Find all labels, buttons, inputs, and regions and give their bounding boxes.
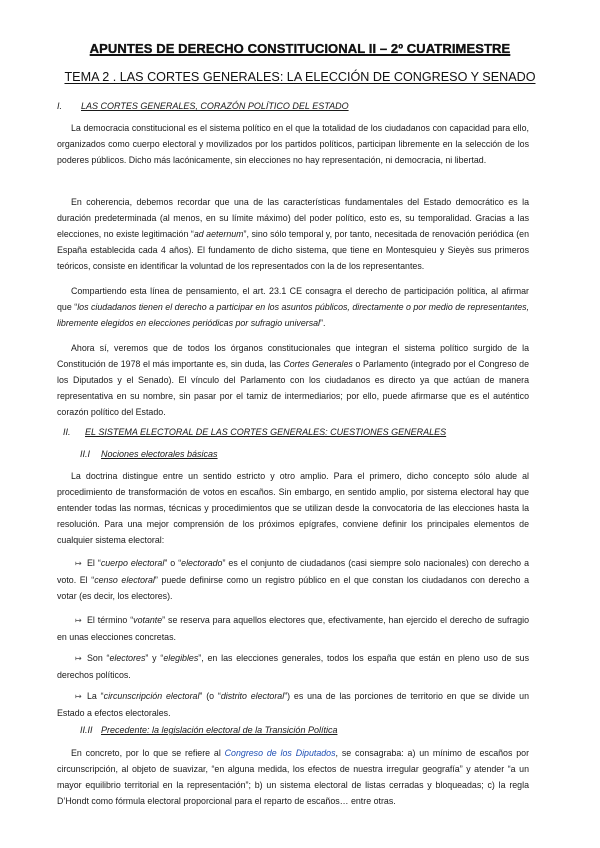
section-number: II. [63,427,71,437]
section-title: EL SISTEMA ELECTORAL DE LAS CORTES GENERALES: CUESTIONES GENERALES [85,427,447,437]
arrow-bullet-icon: ↦ [75,654,82,663]
subsection-number: II.II [80,725,93,735]
bullet-item: ↦ El “cuerpo electoral” o “electorado” es el conjunto de ciudadanos (casi siempre solo nacionales) con derecho a voto. El “censo electoral” puede definirse como un registro público en el que constan los ciudadanos con derecho a votar (es decir, los electores). [57,558,529,601]
subsection-heading-2-2 [80,725,480,739]
paragraph: Compartiendo esta línea de pensamiento, el art. 23.1 CE consagra el derecho de participación política, al afirmar que “los ciudadanos tienen el derecho a participar en los asuntos públicos, directamente o por medio de representantes, libremente elegidos en elecciones periódicas por sufragio universal”. [57,286,529,328]
congreso-link[interactable]: Congreso de los Diputados [224,748,336,758]
paragraph: La democracia constitucional es el sistema político en el que la totalidad de los ciudadanos con capacidad para ello, organizados como cuerpo electoral y movilizados por los partidos políticos, participan libremente en la selección de los poderes públicos. Dicho más lacónicamente, sin elecciones no hay representación, ni democracia, ni libertad. [57,123,529,165]
paragraph: En coherencia, debemos recordar que una de las características fundamentales del Estado democrático es la duración predeterminada (al menos, en su límite máximo) del poder político, esto es, su temporalidad. Gracias a las elecciones, no existe legitimación “ad aeternum”, sino sólo temporal y, por tanto, necesitada de renovación periódica (en España establecida cada 4 años). El fundamento de dicho sistema, que tiene en Montesquieu y Sieyès sus primeros teóricos, consiste en identificar la voluntad de los representados con la de los representantes. [57,197,530,271]
section-heading-1 [57,101,537,115]
section-heading-2 [63,427,543,441]
subsection-number: II.I [80,449,91,459]
paragraph: Ahora sí, veremos que de todos los órganos constitucionales que integran el sistema político surgido de la Constitución de 1978 el más importante es, sin duda, las Cortes Generales o Parlamento (integrado por el Congreso de los Diputados y el Senado). El vínculo del Parlamento con los ciudadanos es directo ya que actúan de manera representativa en su nombre, sin pasar por el tamiz de intermediarios; por ello, puede afirmarse que es el auténtico corazón político del Estado. [57,343,529,417]
arrow-bullet-icon: ↦ [75,559,82,568]
topic-title: TEMA 2 . LAS CORTES GENERALES: LA ELECCIÓN DE CONGRESO Y SENADO [64,70,536,84]
subsection-title: Precedente: la legislación electoral de la Transición Política [101,725,338,735]
document-header-title: APUNTES DE DERECHO CONSTITUCIONAL II – 2º CUATRIMESTRE [89,41,511,56]
arrow-bullet-icon: ↦ [75,692,82,701]
paragraph: En concreto, por lo que se refiere al Congreso de los Diputados, se consagraba: a) un mínimo de escaños por circunscripción, al objeto de suavizar, “en alguna medida, los efectos de nuestra irregular geografía” y atender “a un mayor equilibrio territorial en la representación”; b) un sistema electoral de listas cerradas y bloqueadas; c) la regla D’Hondt como fórmula electoral proporcional para el reparto de escaños… entre otras. [57,748,530,806]
section-number: I. [57,101,63,111]
bullet-item: ↦ El término “votante” se reserva para aquellos electores que, efectivamente, han ejercido el derecho de sufragio en unas elecciones concretas. [57,615,529,642]
bullet-item: ↦ Son “electores” y “elegibles”, en las elecciones generales, todos los españa que están en pleno uso de sus derechos políticos. [57,653,529,680]
paragraph: La doctrina distingue entre un sentido estricto y otro amplio. Para el primero, dicho concepto sólo alude al procedimiento de transformación de votos en escaños. Sin embargo, en sentido amplio, por sistema electoral hay que entender todas las normas, técnicas y procedimientos que se utilizan desde la convocatoria de las elecciones hasta la resolución. Para una mejor comprensión de los próximos epígrafes, conviene definir los principales elementos de cualquier sistema electoral: [57,471,529,545]
arrow-bullet-icon: ↦ [75,616,82,625]
subsection-title: Nociones electorales básicas [101,449,218,459]
subsection-heading-2-1 [80,449,380,463]
bullet-item: ↦ La “circunscripción electoral” (o “distrito electoral”) es una de las porciones de territorio en que se divide un Estado a efectos electorales. [57,691,529,718]
section-title: LAS CORTES GENERALES, CORAZÓN POLÍTICO DEL ESTADO [81,101,349,111]
